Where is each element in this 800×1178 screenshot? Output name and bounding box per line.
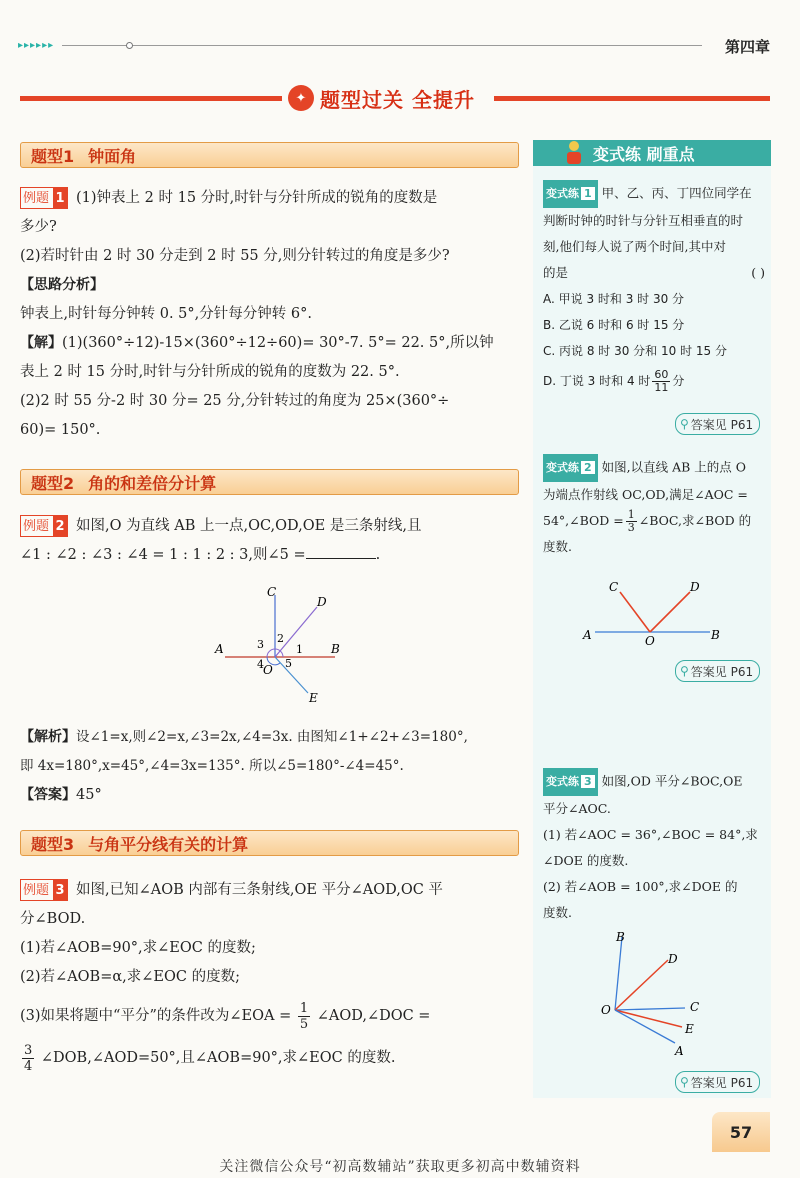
ray-od bbox=[650, 592, 690, 632]
practice-header bbox=[533, 140, 771, 166]
example-tag: 例题 2 bbox=[20, 515, 68, 537]
jiexi-heading: 【解析】 bbox=[20, 729, 76, 745]
variant-1-line-3: 刻,他们每人说了两个时间,其中对 bbox=[543, 239, 726, 254]
analysis-text: 钟表上,时针每分钟转 0. 5°,分针每分钟转 6°. bbox=[20, 306, 312, 322]
student-icon bbox=[563, 140, 585, 166]
variant-1-line-2: 判断时钟的时针与分针互相垂直的时 bbox=[543, 213, 744, 228]
variant-2-line-1: 如图,以直线 AB 上的点 O bbox=[601, 459, 746, 475]
variant-2-line-2: 为端点作射线 OC,OD,满足∠AOC = bbox=[543, 487, 748, 502]
example-1 bbox=[20, 184, 520, 445]
section-title: 角的和差倍分计算 bbox=[88, 473, 217, 493]
label-d: D bbox=[317, 595, 327, 609]
answer-heading: 【答案】 bbox=[20, 787, 76, 803]
label-c: C bbox=[609, 580, 619, 594]
label-a: A bbox=[583, 628, 592, 642]
example-3-q3-a: (3)如果将题中“平分”的条件改为∠EOA = bbox=[20, 1008, 292, 1024]
section-header-1 bbox=[20, 142, 519, 168]
variant-1 bbox=[543, 180, 765, 394]
label-d: D bbox=[668, 952, 678, 966]
pin-icon: ⚲ bbox=[680, 417, 689, 431]
answer-value: 45° bbox=[76, 787, 102, 803]
example-1-q1: (1)钟表上 2 时 15 分时,时针与分针所成的锐角的度数是 bbox=[76, 190, 438, 206]
example-2 bbox=[20, 512, 520, 570]
banner-line-left bbox=[20, 96, 282, 101]
section-label: 题型3 bbox=[31, 834, 75, 854]
example-3-line-2: 分∠BOD. bbox=[20, 911, 86, 927]
example-3-q3-b: ∠AOD,∠DOC = bbox=[316, 1008, 431, 1024]
fraction: $\frac{1}{5}$ bbox=[299, 1000, 309, 1032]
label-e: E bbox=[309, 691, 318, 705]
chapter-label: 第四章 bbox=[724, 38, 770, 56]
period: . bbox=[375, 547, 381, 563]
banner-title: 题型过关 全提升 bbox=[320, 87, 475, 112]
solution-line-2: 表上 2 时 15 分时,时针与分针所成的锐角的度数为 22. 5°. bbox=[20, 364, 400, 380]
example-3-q2: (2)若∠AOB=α,求∠EOC 的度数; bbox=[20, 969, 240, 985]
example-3-q3-c: ∠DOB,∠AOD=50°,且∠AOB=90°,求∠EOC 的度数. bbox=[40, 1050, 396, 1066]
example-tag: 例题 1 bbox=[20, 187, 68, 209]
label-a: A bbox=[675, 1044, 684, 1058]
section-label: 题型2 bbox=[31, 473, 75, 493]
option-d: D. 丁说 3 时和 4 时 $\frac{60}{11}$ 分 bbox=[543, 368, 685, 394]
label-b: B bbox=[616, 930, 625, 944]
example-2-line-2: ∠1 : ∠2 : ∠3 : ∠4 = 1 : 1 : 2 : 3,则∠5 = bbox=[20, 547, 306, 563]
angle-5-label: 5 bbox=[285, 657, 292, 670]
section-title: 钟面角 bbox=[88, 146, 137, 166]
variant-2-line-3a: 54°,∠BOD = bbox=[543, 513, 624, 528]
variant-1-line-4: 的是 bbox=[543, 265, 569, 280]
example-2-figure bbox=[205, 580, 355, 710]
ray-oe bbox=[615, 1010, 682, 1027]
header-rule bbox=[62, 45, 702, 46]
answer-ref-2[interactable]: ⚲ 答案见 P61 bbox=[675, 660, 760, 682]
answer-ref-1[interactable]: ⚲ 答案见 P61 bbox=[675, 413, 760, 435]
example-3 bbox=[20, 876, 520, 1076]
label-a: A bbox=[215, 642, 224, 656]
variant-1-line-1: 甲、乙、丙、丁四位同学在 bbox=[601, 185, 752, 201]
section-label: 题型1 bbox=[31, 146, 75, 166]
practice-header-title: 变式练 刷重点 bbox=[593, 144, 695, 164]
label-o: O bbox=[263, 663, 273, 677]
banner-line-right bbox=[494, 96, 770, 101]
option-a: A. 甲说 3 时和 3 时 30 分 bbox=[543, 292, 685, 306]
variant-2 bbox=[543, 454, 765, 560]
section-title: 与角平分线有关的计算 bbox=[88, 834, 249, 854]
pin-icon: ⚲ bbox=[680, 664, 689, 678]
variant-tag: 变式练 3 bbox=[543, 768, 598, 796]
angle-4-label: 4 bbox=[257, 658, 264, 671]
angle-2-label: 2 bbox=[277, 632, 284, 645]
variant-3-line-4: ∠DOE 的度数. bbox=[543, 853, 629, 868]
solution-heading: 【解】 bbox=[20, 335, 62, 351]
jiexi-line-1: 设∠1=x,则∠2=x,∠3=2x,∠4=3x. 由图知∠1+∠2+∠3=180°, bbox=[76, 729, 468, 745]
header-rule-dot bbox=[126, 42, 133, 49]
footer-note: 关注微信公众号“初高数辅站”获取更多初高中数辅资料 bbox=[219, 1159, 581, 1175]
banner bbox=[288, 84, 498, 112]
ray-oc bbox=[615, 1008, 685, 1010]
fraction: $\frac{1}{3}$ bbox=[627, 508, 635, 534]
label-c: C bbox=[267, 585, 277, 599]
angle-3-label: 3 bbox=[257, 638, 264, 651]
solution-line-1: (1)(360°÷12)-15×(360°÷12÷60)= 30°-7. 5°= 22. 5°,所以钟 bbox=[62, 335, 494, 351]
example-3-q1: (1)若∠AOB=90°,求∠EOC 的度数; bbox=[20, 940, 256, 956]
example-1-q1-cont: 多少? bbox=[20, 219, 57, 235]
variant-3-line-5: (2) 若∠AOB = 100°,求∠DOE 的 bbox=[543, 879, 738, 894]
option-c: C. 丙说 8 时 30 分和 10 时 15 分 bbox=[543, 344, 727, 358]
header-arrows: ▸▸▸▸▸▸ bbox=[18, 40, 55, 51]
example-1-q2: (2)若时针由 2 时 30 分走到 2 时 55 分,则分针转过的角度是多少? bbox=[20, 248, 450, 264]
variant-2-figure bbox=[575, 575, 725, 650]
variant-3-line-1: 如图,OD 平分∠BOC,OE bbox=[601, 773, 743, 789]
medal-icon: ✦ bbox=[288, 85, 314, 111]
variant-3-line-2: 平分∠AOC. bbox=[543, 801, 611, 816]
ray-oc bbox=[620, 592, 650, 632]
section-header-3 bbox=[20, 830, 519, 856]
ray-od bbox=[615, 960, 668, 1010]
angle-1-label: 1 bbox=[296, 643, 303, 656]
label-b: B bbox=[711, 628, 720, 642]
ray-oa bbox=[615, 1010, 675, 1043]
section-header-2 bbox=[20, 469, 519, 495]
variant-3-line-3: (1) 若∠AOC = 36°,∠BOC = 84°,求 bbox=[543, 827, 758, 842]
answer-blank bbox=[306, 544, 376, 559]
pin-icon: ⚲ bbox=[680, 1075, 689, 1089]
jiexi-line-2: 即 4x=180°,x=45°,∠4=3x=135°. 所以∠5=180°-∠4=45°. bbox=[20, 758, 404, 774]
variant-tag: 变式练 1 bbox=[543, 180, 598, 208]
label-e: E bbox=[685, 1022, 694, 1036]
answer-ref-3[interactable]: ⚲ 答案见 P61 bbox=[675, 1071, 760, 1093]
variant-2-line-3b: ∠BOC,求∠BOD 的 bbox=[638, 513, 752, 528]
label-d: D bbox=[690, 580, 700, 594]
example-tag: 例题 3 bbox=[20, 879, 68, 901]
fraction: $\frac{3}{4}$ bbox=[24, 1042, 33, 1074]
analysis-heading: 【思路分析】 bbox=[20, 277, 104, 293]
variant-2-line-4: 度数. bbox=[543, 539, 572, 554]
variant-tag: 变式练 2 bbox=[543, 454, 598, 482]
label-b: B bbox=[331, 642, 340, 656]
page-number: 57 bbox=[712, 1112, 770, 1152]
label-c: C bbox=[690, 1000, 700, 1014]
solution-line-3: (2)2 时 55 分-2 时 30 分= 25 分,分针转过的角度为 25×(360°÷ bbox=[20, 393, 450, 409]
choice-bracket: ( ) bbox=[751, 265, 765, 280]
example-2-solution bbox=[20, 723, 520, 810]
label-o: O bbox=[601, 1003, 611, 1017]
variant-3 bbox=[543, 768, 765, 926]
ray-ob bbox=[615, 937, 622, 1010]
variant-3-line-6: 度数. bbox=[543, 905, 572, 920]
example-2-line-1: 如图,O 为直线 AB 上一点,OC,OD,OE 是三条射线,且 bbox=[76, 518, 422, 534]
option-b: B. 乙说 6 时和 6 时 15 分 bbox=[543, 318, 685, 332]
label-o: O bbox=[645, 634, 655, 648]
solution-line-4: 60)= 150°. bbox=[20, 422, 101, 438]
example-3-line-1: 如图,已知∠AOB 内部有三条射线,OE 平分∠AOD,OC 平 bbox=[76, 882, 443, 898]
variant-3-figure bbox=[595, 925, 715, 1065]
fraction: $\frac{60}{11}$ bbox=[654, 368, 669, 394]
